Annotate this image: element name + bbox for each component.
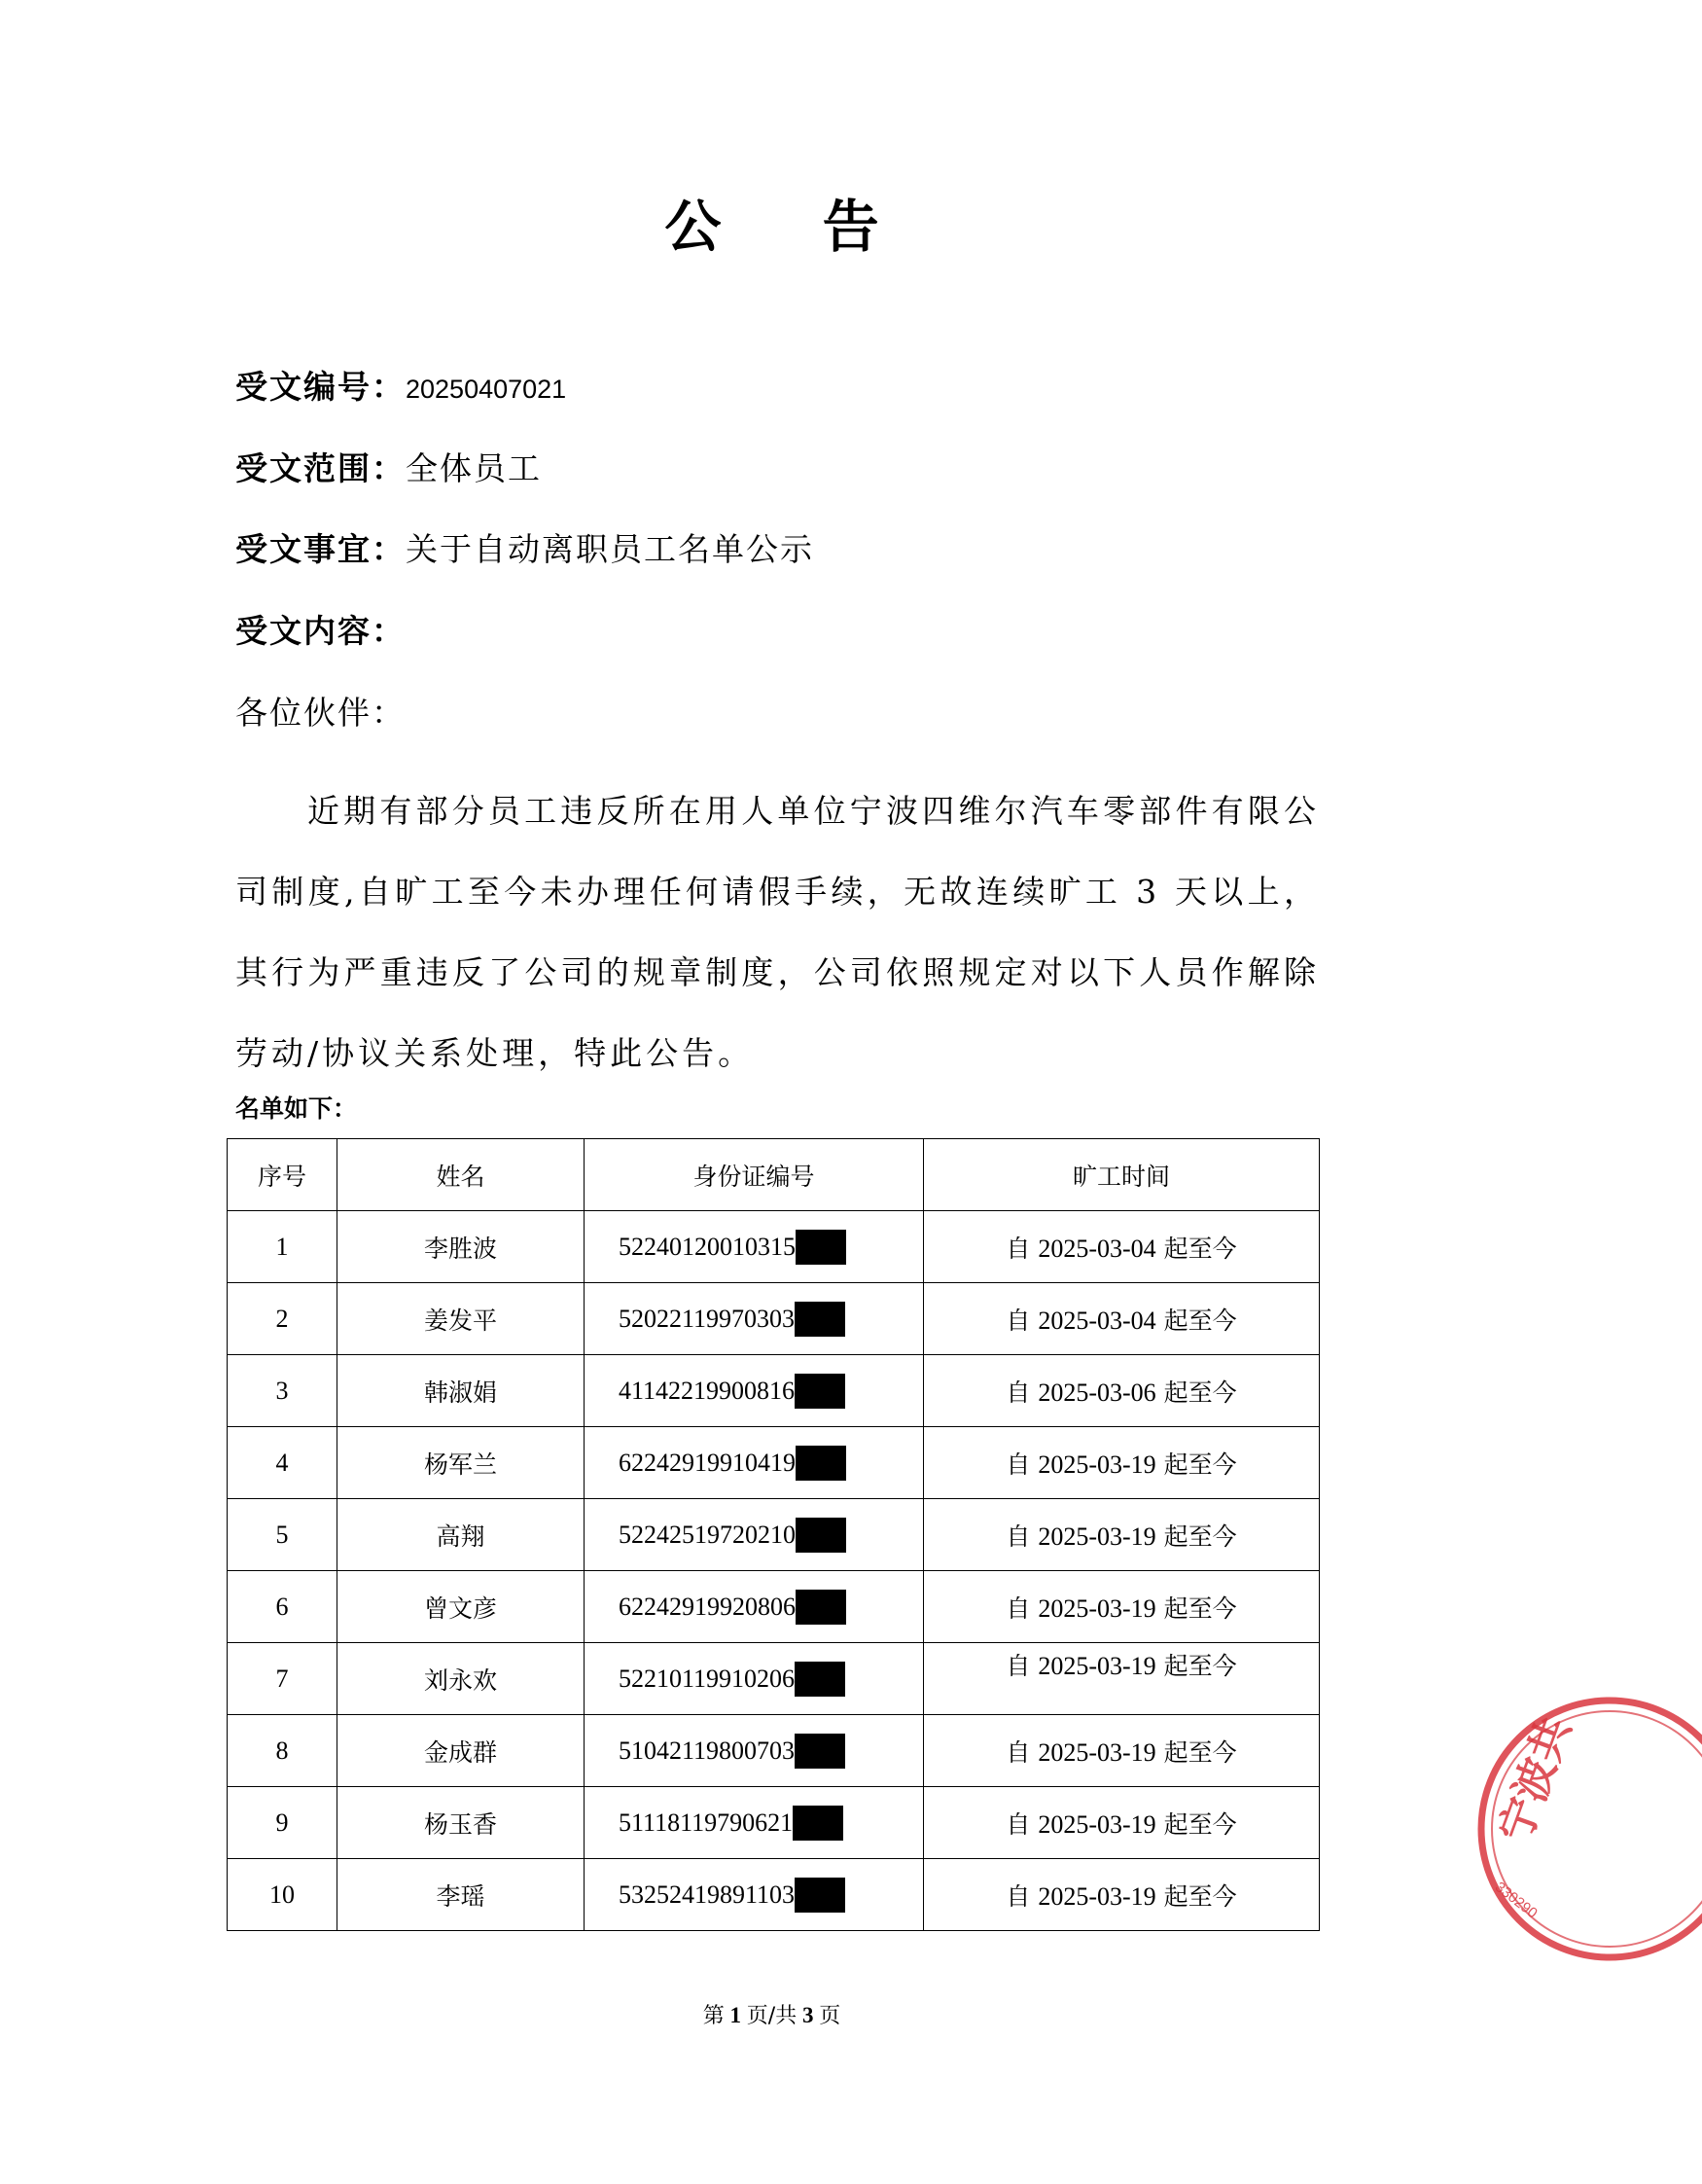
table-row bbox=[228, 1859, 1320, 1931]
cell-id bbox=[585, 1499, 924, 1571]
table-row bbox=[228, 1715, 1320, 1787]
date-prefix: 自 bbox=[1006, 1306, 1039, 1335]
header-absence-time: 旷工时间 bbox=[924, 1139, 1320, 1211]
cell-number: 3 bbox=[228, 1355, 337, 1427]
meta-scope bbox=[235, 446, 1325, 492]
date-prefix: 自 bbox=[1006, 1809, 1039, 1839]
date-suffix: 起至今 bbox=[1155, 1234, 1237, 1263]
id-number-text: 62242919910419 bbox=[619, 1448, 796, 1477]
date-prefix: 自 bbox=[1006, 1881, 1039, 1911]
date-suffix: 起至今 bbox=[1155, 1809, 1237, 1839]
date-value: 2025-03-04 bbox=[1038, 1234, 1156, 1263]
cell-absence-time bbox=[924, 1787, 1320, 1859]
cell-number: 9 bbox=[228, 1787, 337, 1859]
date-prefix: 自 bbox=[1006, 1234, 1039, 1263]
redaction-box bbox=[795, 1662, 845, 1697]
footer-total-pages: 3 bbox=[801, 2003, 814, 2027]
redaction-box bbox=[795, 1302, 845, 1337]
table-header-row bbox=[228, 1139, 1320, 1211]
cell-number: 7 bbox=[228, 1643, 337, 1715]
redaction-box bbox=[795, 1734, 845, 1769]
date-prefix: 自 bbox=[1006, 1593, 1039, 1623]
cell-id bbox=[585, 1571, 924, 1643]
table-row bbox=[228, 1427, 1320, 1499]
meta-subject bbox=[235, 526, 1325, 573]
table-row bbox=[228, 1283, 1320, 1355]
header-id: 身份证编号 bbox=[585, 1139, 924, 1211]
meta-label: 受文编号： bbox=[235, 368, 406, 406]
date-value: 2025-03-19 bbox=[1038, 1450, 1156, 1479]
table-row bbox=[228, 1787, 1320, 1859]
meta-value: 20250407021 bbox=[406, 375, 567, 404]
meta-value: 关于自动离职员工名单公示 bbox=[406, 530, 814, 568]
id-number-text: 52022119970303 bbox=[619, 1304, 796, 1333]
cell-name: 李胜波 bbox=[337, 1211, 585, 1283]
table-row bbox=[228, 1211, 1320, 1283]
cell-number: 8 bbox=[228, 1715, 337, 1787]
cell-number: 2 bbox=[228, 1283, 337, 1355]
cell-id bbox=[585, 1355, 924, 1427]
footer-prefix: 第 bbox=[702, 2004, 725, 2028]
date-suffix: 起至今 bbox=[1155, 1378, 1237, 1407]
cell-name: 李瑶 bbox=[337, 1859, 585, 1931]
date-suffix: 起至今 bbox=[1155, 1593, 1237, 1623]
date-suffix: 起至今 bbox=[1155, 1450, 1237, 1479]
list-heading: 名单如下： bbox=[235, 1094, 358, 1123]
cell-absence-time bbox=[924, 1571, 1320, 1643]
cell-name: 刘永欢 bbox=[337, 1643, 585, 1715]
redaction-box bbox=[796, 1446, 846, 1481]
redaction-box bbox=[796, 1230, 846, 1265]
cell-name: 杨玉香 bbox=[337, 1787, 585, 1859]
id-number-text: 52240120010315 bbox=[619, 1232, 796, 1261]
cell-absence-time bbox=[924, 1859, 1320, 1931]
cell-id bbox=[585, 1715, 924, 1787]
header-number: 序号 bbox=[228, 1139, 337, 1211]
cell-number: 6 bbox=[228, 1571, 337, 1643]
cell-absence-time bbox=[924, 1715, 1320, 1787]
cell-absence-time bbox=[924, 1499, 1320, 1571]
date-value: 2025-03-19 bbox=[1038, 1522, 1156, 1551]
body-paragraph: 近期有部分员工违反所在用人单位宁波四维尔汽车零部件有限公司制度,自旷工至今未办理任何请假手续，无故连续旷工 3 天以上，其行为严重违反了公司的规章制度，公司依照规定对以下人员作解除劳动/协议关系处理，特此公告。 bbox=[235, 792, 1320, 1072]
date-suffix: 起至今 bbox=[1155, 1306, 1237, 1335]
header-name: 姓名 bbox=[337, 1139, 585, 1211]
meta-value: 全体员工 bbox=[406, 449, 542, 487]
date-prefix: 自 bbox=[1006, 1450, 1039, 1479]
table-row bbox=[228, 1499, 1320, 1571]
redaction-box bbox=[795, 1878, 845, 1913]
cell-name: 韩淑娟 bbox=[337, 1355, 585, 1427]
id-number-text: 41142219900816 bbox=[619, 1376, 796, 1405]
cell-absence-time bbox=[924, 1643, 1320, 1715]
date-prefix: 自 bbox=[1006, 1378, 1039, 1407]
cell-absence-time bbox=[924, 1427, 1320, 1499]
meta-label: 受文事宜： bbox=[235, 530, 406, 568]
redaction-box bbox=[796, 1590, 846, 1625]
cell-id bbox=[585, 1787, 924, 1859]
cell-number: 10 bbox=[228, 1859, 337, 1931]
date-value: 2025-03-19 bbox=[1038, 1593, 1156, 1623]
redaction-box bbox=[796, 1518, 846, 1553]
id-number-text: 52210119910206 bbox=[619, 1664, 796, 1693]
seal-text: 宁波共 bbox=[1490, 1710, 1581, 1849]
cell-absence-time bbox=[924, 1355, 1320, 1427]
id-number-text: 52242519720210 bbox=[619, 1520, 796, 1549]
cell-name: 高翔 bbox=[337, 1499, 585, 1571]
date-value: 2025-03-19 bbox=[1038, 1651, 1156, 1680]
footer-middle: 页/共 bbox=[746, 2004, 798, 2028]
meta-content bbox=[235, 608, 1325, 655]
cell-number: 1 bbox=[228, 1211, 337, 1283]
cell-id bbox=[585, 1427, 924, 1499]
greeting: 各位伙伴： bbox=[235, 694, 406, 732]
cell-absence-time bbox=[924, 1283, 1320, 1355]
date-prefix: 自 bbox=[1006, 1737, 1039, 1767]
date-prefix: 自 bbox=[1006, 1651, 1039, 1680]
cell-name: 杨军兰 bbox=[337, 1427, 585, 1499]
id-number-text: 62242919920806 bbox=[619, 1592, 796, 1621]
cell-absence-time bbox=[924, 1211, 1320, 1283]
page-title: 公 告 bbox=[664, 194, 920, 260]
cell-name: 曾文彦 bbox=[337, 1571, 585, 1643]
cell-id bbox=[585, 1283, 924, 1355]
page-footer bbox=[0, 1999, 1543, 2029]
table-row bbox=[228, 1571, 1320, 1643]
date-value: 2025-03-04 bbox=[1038, 1306, 1156, 1335]
id-number-text: 53252419891103 bbox=[619, 1880, 796, 1909]
date-value: 2025-03-06 bbox=[1038, 1378, 1156, 1407]
employee-table bbox=[227, 1138, 1320, 1931]
date-value: 2025-03-19 bbox=[1038, 1737, 1156, 1767]
date-prefix: 自 bbox=[1006, 1522, 1039, 1551]
redaction-box bbox=[795, 1374, 845, 1409]
cell-number: 4 bbox=[228, 1427, 337, 1499]
date-value: 2025-03-19 bbox=[1038, 1881, 1156, 1911]
date-suffix: 起至今 bbox=[1155, 1651, 1237, 1680]
date-suffix: 起至今 bbox=[1155, 1737, 1237, 1767]
id-number-text: 51042119800703 bbox=[619, 1736, 796, 1765]
date-value: 2025-03-19 bbox=[1038, 1809, 1156, 1839]
cell-id bbox=[585, 1211, 924, 1283]
redaction-box bbox=[793, 1806, 843, 1841]
cell-name: 姜发平 bbox=[337, 1283, 585, 1355]
cell-name: 金成群 bbox=[337, 1715, 585, 1787]
meta-label: 受文范围： bbox=[235, 449, 406, 487]
table-row bbox=[228, 1355, 1320, 1427]
meta-label: 受文内容： bbox=[235, 612, 406, 650]
id-number-text: 51118119790621 bbox=[619, 1808, 794, 1837]
table-row bbox=[228, 1643, 1320, 1715]
cell-number: 5 bbox=[228, 1499, 337, 1571]
footer-current-page: 1 bbox=[729, 2003, 742, 2027]
date-suffix: 起至今 bbox=[1155, 1881, 1237, 1911]
footer-suffix: 页 bbox=[819, 2004, 841, 2028]
meta-document-number bbox=[235, 364, 1325, 412]
date-suffix: 起至今 bbox=[1155, 1522, 1237, 1551]
company-seal bbox=[1449, 1683, 1702, 1975]
seal-number: 330290 bbox=[1491, 1879, 1541, 1922]
cell-id bbox=[585, 1643, 924, 1715]
cell-id bbox=[585, 1859, 924, 1931]
